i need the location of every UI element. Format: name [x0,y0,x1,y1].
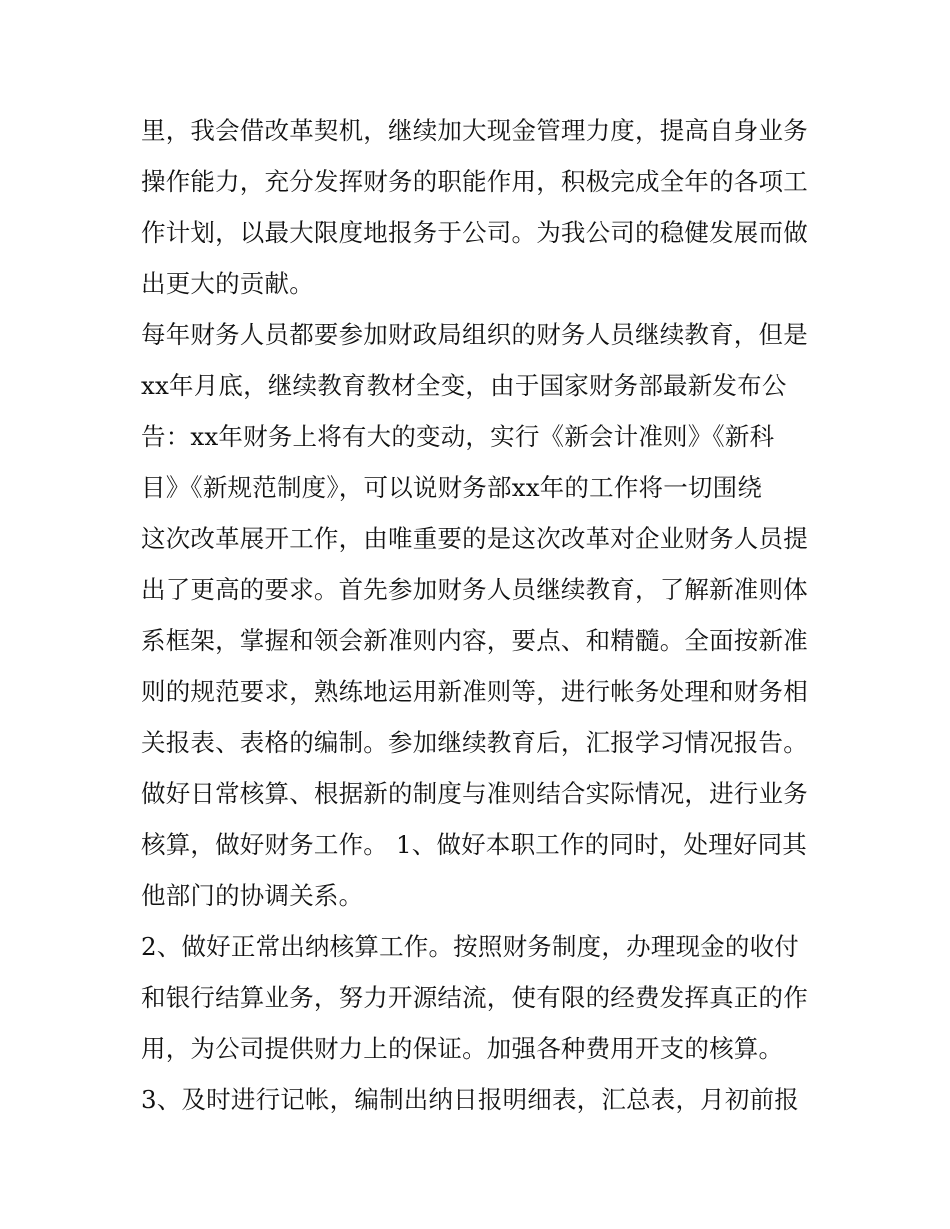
text-line-9: 这次改革展开工作，由唯重要的是这次改革对企业财务人员提 [141,524,808,553]
text-line-18: 和银行结算业务，努力开源结流，使有限的经费发挥真正的作 [141,983,808,1012]
text-line-20: 3、及时进行记帐，编制出纳日报明细表，汇总表，月初前报 [141,1085,799,1114]
text-line-5: 每年财务人员都要参加财政局组织的财务人员继续教育，但是 [141,320,808,349]
text-line-10: 出了更高的要求。首先参加财务人员继续教育，了解新准则体 [141,575,808,604]
document-body [141,105,821,1125]
text-line-19: 用，为公司提供财力上的保证。加强各种费用开支的核算。 [141,1034,784,1063]
text-line-8: 目》《新规范制度》，可以说财务部xx年的工作将一切围绕 [141,473,763,502]
text-line-2: 操作能力，充分发挥财务的职能作用，积极完成全年的各项工 [141,167,808,196]
text-line-4: 出更大的贡献。 [141,269,314,298]
text-line-11: 系框架，掌握和领会新准则内容，要点、和精髓。全面按新准 [141,626,808,655]
text-line-14: 做好日常核算、根据新的制度与准则结合实际情况，进行业务 [141,779,808,808]
text-line-7: 告：xx年财务上将有大的变动，实行《新会计准则》《新科 [141,422,775,451]
text-line-17: 2、做好正常出纳核算工作。按照财务制度，办理现金的收付 [141,932,799,961]
text-line-3: 作计划，以最大限度地报务于公司。为我公司的稳健发展而做 [141,218,808,247]
text-line-1: 里，我会借改革契机，继续加大现金管理力度，提高自身业务 [141,116,808,145]
text-line-6: xx年月底，继续教育教材全变，由于国家财务部最新发布公 [141,371,787,400]
text-line-13: 关报表、表格的编制。参加继续教育后，汇报学习情况报告。 [141,728,808,757]
text-line-12: 则的规范要求，熟练地运用新准则等，进行帐务处理和财务相 [141,677,808,706]
text-line-15: 核算，做好财务工作。 1、做好本职工作的同时，处理好同其 [141,830,807,859]
text-line-16: 他部门的协调关系。 [141,881,364,910]
